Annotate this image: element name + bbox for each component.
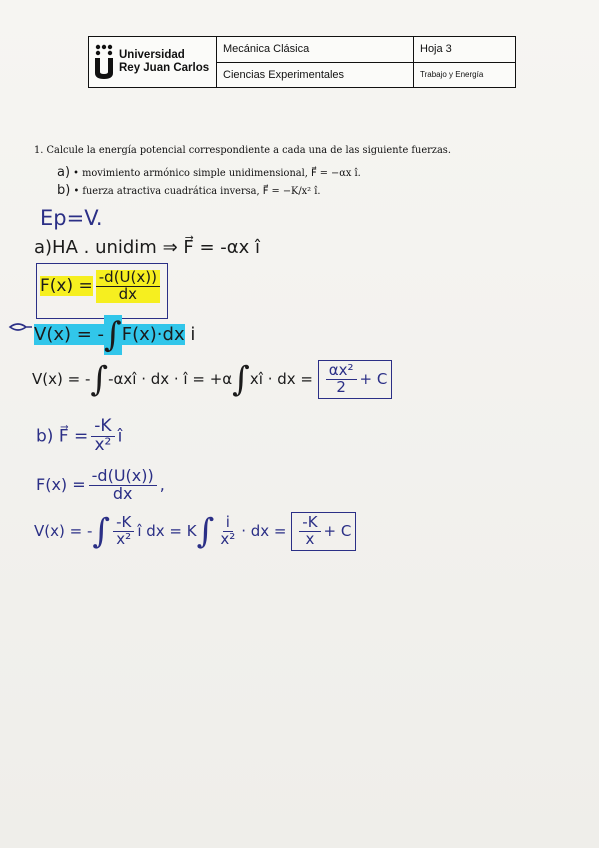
- problem-item-a: a) • movimiento armónico simple unidimensional, F⃗ = −αx î.: [57, 165, 361, 180]
- va-mid2: xî · dx =: [249, 369, 313, 388]
- potential-integrand: F(x)·dx: [121, 324, 185, 345]
- va-constant: + C: [359, 369, 388, 388]
- integral-sign: ∫: [90, 359, 109, 400]
- va-lhs: V(x) = -: [32, 369, 91, 388]
- fxb-lhs: F(x) =: [36, 474, 86, 494]
- vb-numerator1: -K: [113, 515, 134, 532]
- potential-tail: i: [190, 324, 196, 345]
- force-definition-box: [36, 263, 168, 319]
- potential-lhs: V(x) = -: [34, 324, 105, 345]
- b-numerator: -K: [91, 418, 114, 437]
- fxb-denominator: dx: [112, 483, 133, 503]
- course-title: Mecánica Clásica: [223, 43, 310, 56]
- integral-sign: ∫: [232, 359, 250, 400]
- sheet-topic: Trabajo y Energía: [414, 62, 515, 88]
- potential-definition: [34, 315, 196, 355]
- problem-statement: [34, 145, 451, 156]
- vb-lhs: V(x) = -: [34, 521, 93, 540]
- vb-denominator3: x: [305, 529, 315, 548]
- problem-item-b: b) • fuerza atractiva cuadrática inversa, F⃗ = −K/x² î.: [57, 183, 321, 198]
- force-denominator: dx: [118, 284, 138, 303]
- b-denominator: x²: [94, 434, 112, 455]
- part-b-force: [36, 418, 122, 455]
- part-a-heading: a)HA . unidim ⇒ F⃗ = -αx î: [34, 237, 260, 258]
- potential-b-derivation: [34, 512, 356, 551]
- va-numerator: αx²: [326, 363, 357, 380]
- fxb-fraction: [89, 468, 157, 503]
- item-a-label: a): [57, 165, 71, 180]
- integral-sign: ∫: [196, 511, 215, 552]
- part-b-force-definition: [36, 468, 165, 503]
- item-b-text: fuerza atractiva cuadrática inversa, F⃗ = −K/x² î.: [82, 186, 321, 197]
- vb-mid1: î dx = K: [137, 521, 197, 540]
- urjc-emblem-icon: [93, 43, 115, 81]
- b-lhs: b) F⃗ =: [36, 426, 89, 447]
- integral-sign: ∫: [104, 315, 122, 355]
- item-a-text: movimiento armónico simple unidimensional, F⃗ = −αx î.: [82, 168, 361, 179]
- vb-result-box: [291, 512, 356, 551]
- problem-number: 1.: [34, 145, 44, 156]
- vb-numerator2: i: [223, 515, 233, 532]
- vb-fraction1: [113, 515, 134, 548]
- vb-denominator2: x²: [220, 529, 236, 548]
- potential-a-derivation: [32, 360, 392, 399]
- integral-sign: ∫: [92, 511, 111, 552]
- problem-text: Calcule la energía potencial correspondiente a cada una de las siguiente fuerzas.: [46, 145, 451, 156]
- force-numerator: -d(U(x)): [96, 270, 160, 287]
- b-tail: î: [117, 426, 123, 447]
- ep-equals-v: Ep=V.: [40, 206, 103, 230]
- vb-fraction2: [217, 515, 238, 548]
- va-denominator: 2: [336, 377, 346, 396]
- arrow-marker-icon: [8, 320, 34, 334]
- va-fraction: [326, 363, 357, 396]
- vb-mid2: · dx =: [241, 521, 287, 540]
- fxb-numerator: -d(U(x)): [89, 468, 157, 486]
- vb-numerator3: -K: [299, 515, 320, 532]
- vb-fraction3: [299, 515, 320, 548]
- university-name-line1: Universidad: [119, 49, 185, 61]
- vb-constant: + C: [323, 521, 352, 540]
- va-result-box: [318, 360, 393, 399]
- university-name-line2: Rey Juan Carlos: [119, 62, 210, 74]
- fxb-tail: ,: [159, 474, 165, 494]
- force-fraction: [96, 270, 160, 303]
- force-definition: [40, 270, 163, 303]
- degree-title: Ciencias Experimentales: [217, 62, 413, 88]
- item-b-label: b): [57, 183, 71, 198]
- force-lhs: F(x) =: [40, 276, 93, 297]
- university-logo: [89, 37, 217, 87]
- b-fraction: [91, 418, 114, 455]
- sheet-number: Hoja 3: [420, 43, 452, 56]
- vb-denominator1: x²: [116, 529, 132, 548]
- header-box: [88, 36, 516, 88]
- va-mid1: -αxî · dx · î = +α: [108, 369, 233, 388]
